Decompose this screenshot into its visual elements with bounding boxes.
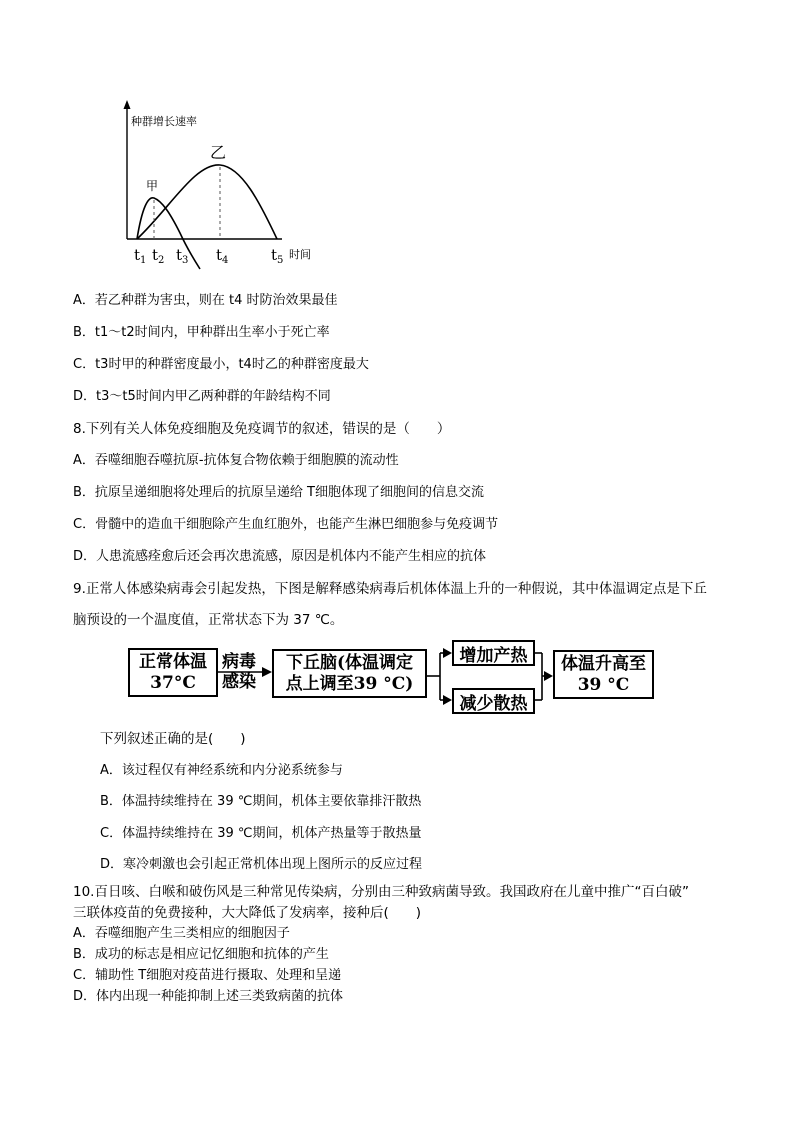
flow-box-reduce-heat-loss-text: 减少散热 [459,693,528,714]
y-axis-label: 种群增长速率 [131,115,197,128]
q9-stem-line1: 9.正常人体感染病毒会引起发热，下图是解释感染病毒后机体体温上升的一种假说，其中体温调定点是下丘 [73,581,707,597]
flow-box-normal-temp-line1: 正常体温 [139,651,207,672]
tick-t5: $t_5$ [271,246,284,266]
q10-option-d: D．体内出现一种能抑制上述三类致病菌的抗体 [73,989,344,1004]
flow-box-normal-temp [128,648,218,697]
flow-box-increase-heat [452,640,535,666]
q9-option-a: A．该过程仅有神经系统和内分泌系统参与 [100,763,343,778]
tick-t2: $t_2$ [152,246,165,266]
flow-box-hypothalamus-line2: 点上调至39 °C) [285,673,414,694]
flow-box-temp-rise-line2: 39 °C [577,674,630,695]
q7-option-a: A．若乙种群为害虫，则在 t4 时防治效果最佳 [73,293,338,308]
tick-t1: $t_1$ [134,246,147,266]
flow-box-hypothalamus [272,649,427,698]
flow-arrow-label [222,652,256,692]
q8-option-a: A．吞噬细胞吞噬抗原-抗体复合物依赖于细胞膜的流动性 [73,453,399,468]
curve-jia [137,198,200,269]
curve-jia-label: 甲 [146,179,159,193]
q7-option-c: C．t3时甲的种群密度最小，t4时乙的种群密度最大 [73,357,369,372]
flow-arrow-label-line1: 病毒 [222,652,256,672]
q8-option-c: C．骨髓中的造血干细胞除产生血红胞外，也能产生淋巴细胞参与免疫调节 [73,517,499,532]
x-axis-label: 时间 [289,248,311,261]
flow-box-temp-rise-line1: 体温升高至 [561,653,646,674]
tick-t3: $t_3$ [176,246,189,266]
curve-yi [137,165,277,239]
q9-option-c: C．体温持续维持在 39 ℃期间，机体产热量等于散热量 [100,826,422,841]
curve-yi-label: 乙 [210,143,227,162]
q9-option-b: B．体温持续维持在 39 ℃期间，机体主要依靠排汗散热 [100,794,422,809]
flow-box-reduce-heat-loss [452,688,535,714]
tick-t4: $t_4$ [216,246,229,266]
y-axis-arrow [124,100,131,109]
flow-box-temp-rise [553,650,654,699]
q10-option-b: B．成功的标志是相应记忆细胞和抗体的产生 [73,947,329,962]
flow-arrow-label-line2: 感染 [222,672,256,692]
q10-option-c: C．辅助性 T细胞对疫苗进行摄取、处理和呈递 [73,968,342,983]
flow-box-increase-heat-text: 增加产热 [459,645,528,666]
flow-box-normal-temp-line2: 37°C [150,672,196,693]
flow-box-hypothalamus-line1: 下丘脑(体温调定 [285,652,414,673]
q7-option-d: D．t3～t5时间内甲乙两种群的年龄结构不同 [73,389,331,404]
q8-option-d: D．人患流感痊愈后还会再次患流感，原因是机体内不能产生相应的抗体 [73,549,487,564]
q7-option-b: B．t1～t2时间内，甲种群出生率小于死亡率 [73,325,330,340]
q10-stem-line2: 三联体疫苗的免费接种，大大降低了发病率，接种后( ) [73,905,422,921]
population-growth-graph [110,98,330,270]
q9-prompt: 下列叙述正确的是( ) [100,731,246,747]
q10-stem-line1: 10.百日咳、白喉和破伤风是三种常见传染病，分别由三种致病菌导致。我国政府在儿童中推广“百白破” [73,884,689,900]
q8-stem: 8.下列有关人体免疫细胞及免疫调节的叙述，错误的是（ ） [73,421,451,437]
q9-option-d: D．寒冷刺激也会引起正常机体出现上图所示的反应过程 [100,857,423,872]
q10-option-a: A．吞噬细胞产生三类相应的细胞因子 [73,926,290,941]
q9-stem-line2: 脑预设的一个温度值，正常状态下为 37 ℃。 [73,612,344,628]
q8-option-b: B．抗原呈递细胞将处理后的抗原呈递给 T细胞体现了细胞间的信息交流 [73,485,484,500]
